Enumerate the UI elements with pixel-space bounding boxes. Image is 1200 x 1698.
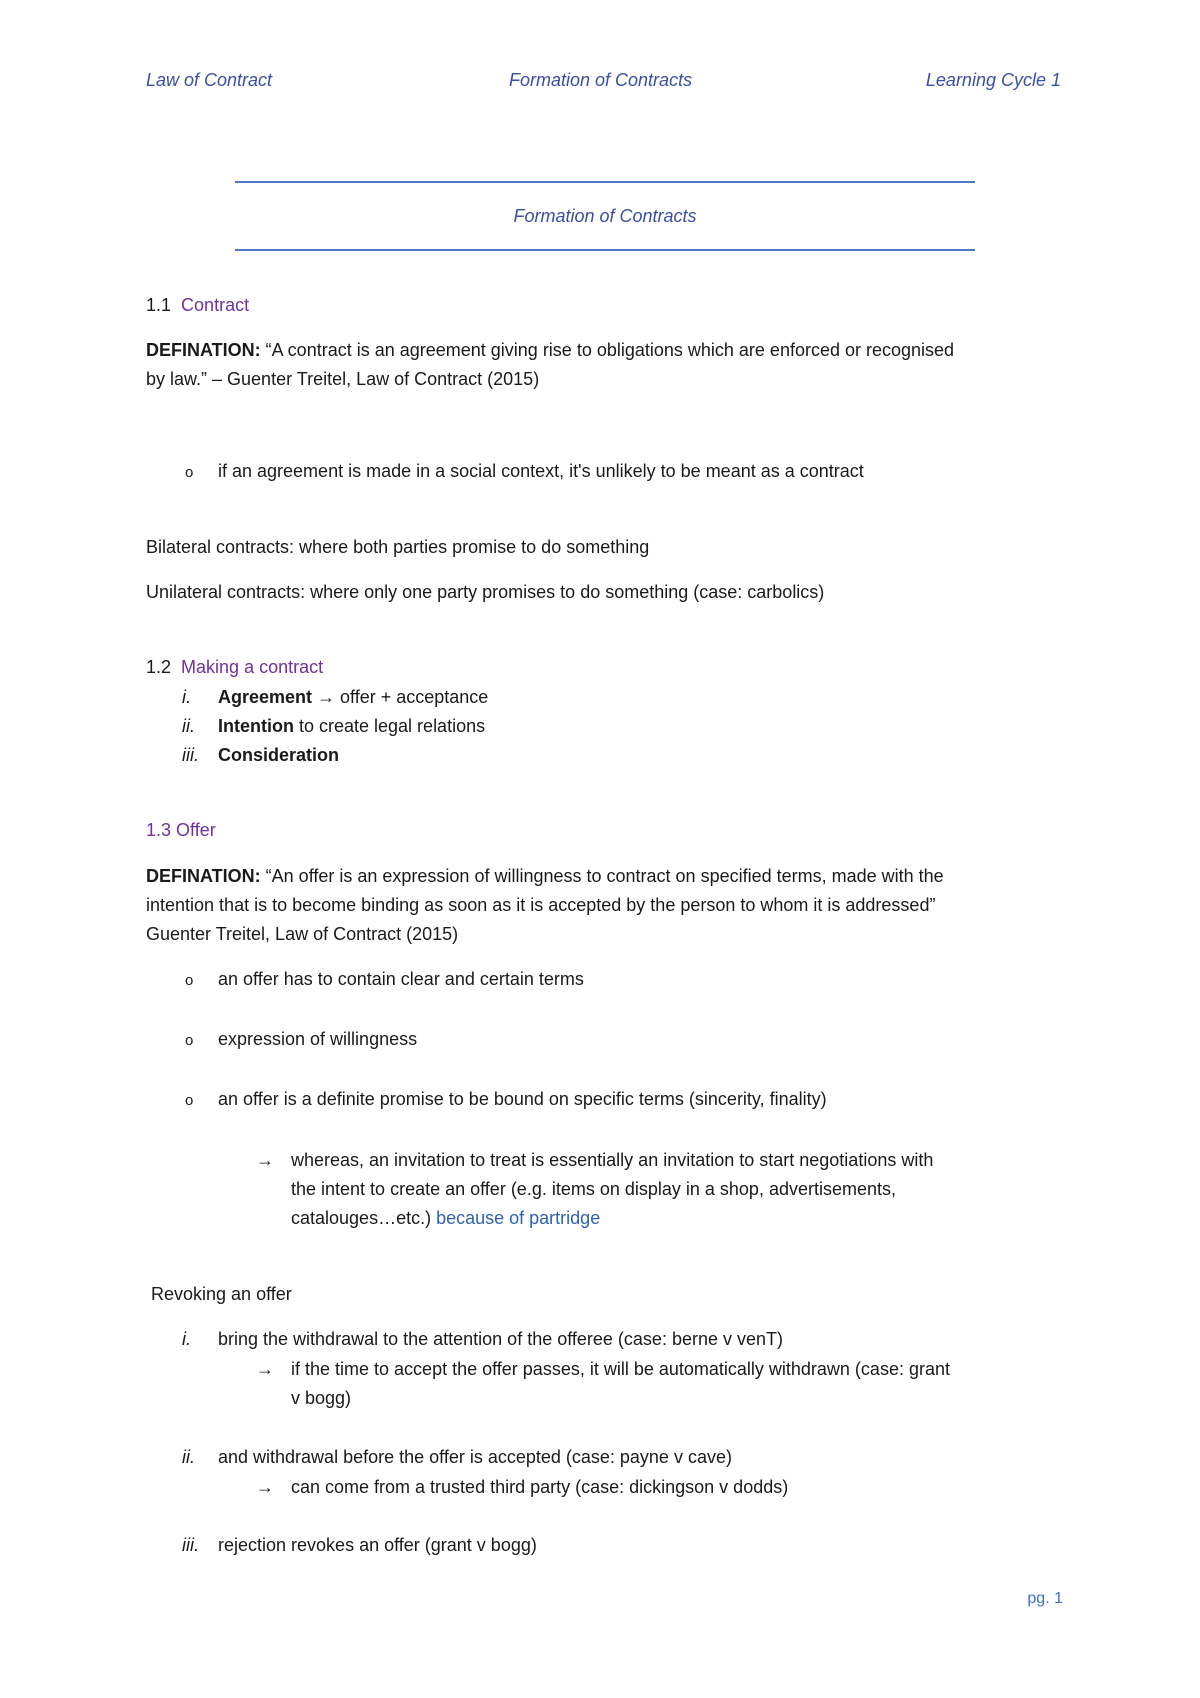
list-numeral: ii. (182, 1447, 195, 1467)
section-1-3-heading: 1.3 Offer (146, 820, 216, 840)
section-1-1-heading (146, 291, 249, 320)
item-bold: Intention (218, 716, 294, 736)
revoke-item-rejection: rejection revokes an offer (grant v bogg) (218, 1535, 537, 1555)
list-item-agreement (218, 683, 488, 712)
bullet-willingness: expression of willingness (218, 1029, 418, 1049)
list-item-consideration (218, 741, 339, 770)
bilateral-contracts: Bilateral contracts: where both parties promise to do something (146, 537, 650, 557)
invitation-to-treat-line2: the intent to create an offer (e.g. items on display in a shop, advertisements, (291, 1179, 897, 1199)
line-text: catalouges…etc.) (291, 1208, 432, 1228)
revoking-heading: Revoking an offer (151, 1284, 292, 1304)
list-numeral: iii. (182, 745, 199, 765)
definition-label: DEFINATION: (146, 866, 261, 886)
definition-text: “A contract is an agreement giving rise to obligations which are enforced or recognised (265, 340, 955, 360)
section-number: 1.1 (146, 295, 172, 315)
revoke-item-attention: bring the withdrawal to the attention of the offeree (case: berne v venT) (218, 1329, 783, 1349)
section-number: 1.2 (146, 657, 172, 677)
bullet-marker: o (185, 1032, 194, 1049)
bullet-social-context: if an agreement is made in a social context, it's unlikely to be meant as a contract (218, 461, 864, 481)
page-header (146, 70, 1061, 96)
section-title: Making a contract (181, 657, 324, 677)
page-number: pg. 1 (1027, 1590, 1063, 1607)
list-numeral: iii. (182, 1535, 199, 1555)
title-rule-bottom (235, 249, 975, 251)
bullet-clear-terms: an offer has to contain clear and certain terms (218, 969, 584, 989)
document-title: Formation of Contracts (513, 206, 697, 226)
item-bold: Agreement (218, 687, 313, 707)
revoke-sub-time-line1: if the time to accept the offer passes, it will be automatically withdrawn (case: grant (291, 1359, 950, 1379)
item-bold: Consideration (218, 745, 340, 765)
header-left: Law of Contract (146, 70, 273, 90)
arrow-icon: → (256, 1477, 274, 1497)
section-title: Contract (181, 295, 250, 315)
case-reference-note: because of partridge (436, 1208, 601, 1228)
title-rule-top (235, 181, 975, 183)
definition-2-line1 (146, 862, 944, 891)
unilateral-contracts: Unilateral contracts: where only one party promises to do something (case: carbolics) (146, 582, 825, 602)
definition-2-line3: Guenter Treitel, Law of Contract (2015) (146, 924, 459, 944)
definition-text: “An offer is an expression of willingness to contract on specified terms, made with the (265, 866, 944, 886)
bullet-marker: o (185, 972, 194, 989)
list-numeral: ii. (182, 716, 195, 736)
definition-1-line1 (146, 336, 954, 365)
header-right: Learning Cycle 1 (925, 70, 1061, 90)
arrow-icon: → (256, 1150, 274, 1170)
list-numeral: i. (182, 1329, 191, 1349)
revoke-sub-time-line2: v bogg) (291, 1388, 352, 1408)
arrow-icon: → (256, 1359, 274, 1379)
revoke-sub-third-party: can come from a trusted third party (case: dickingson v dodds) (291, 1477, 789, 1497)
section-1-2-heading (146, 653, 323, 682)
list-numeral: i. (182, 687, 191, 707)
bullet-marker: o (185, 1092, 194, 1109)
header-center: Formation of Contracts (509, 70, 693, 90)
item-text: → offer + acceptance (312, 687, 489, 707)
definition-label: DEFINATION: (146, 340, 261, 360)
list-item-intention (218, 712, 485, 741)
invitation-to-treat-line1: whereas, an invitation to treat is essentially an invitation to start negotiations with (291, 1150, 934, 1170)
bullet-marker: o (185, 464, 194, 481)
bullet-definite-promise: an offer is a definite promise to be bound on specific terms (sincerity, finality) (218, 1089, 827, 1109)
invitation-to-treat-line3 (291, 1204, 600, 1233)
revoke-item-before-acceptance: and withdrawal before the offer is accepted (case: payne v cave) (218, 1447, 732, 1467)
definition-2-line2: intention that is to become binding as soon as it is accepted by the person to whom it is addressed” (146, 895, 936, 915)
item-text: to create legal relations (293, 716, 486, 736)
definition-1-line2: by law.” – Guenter Treitel, Law of Contract (2015) (146, 369, 540, 389)
